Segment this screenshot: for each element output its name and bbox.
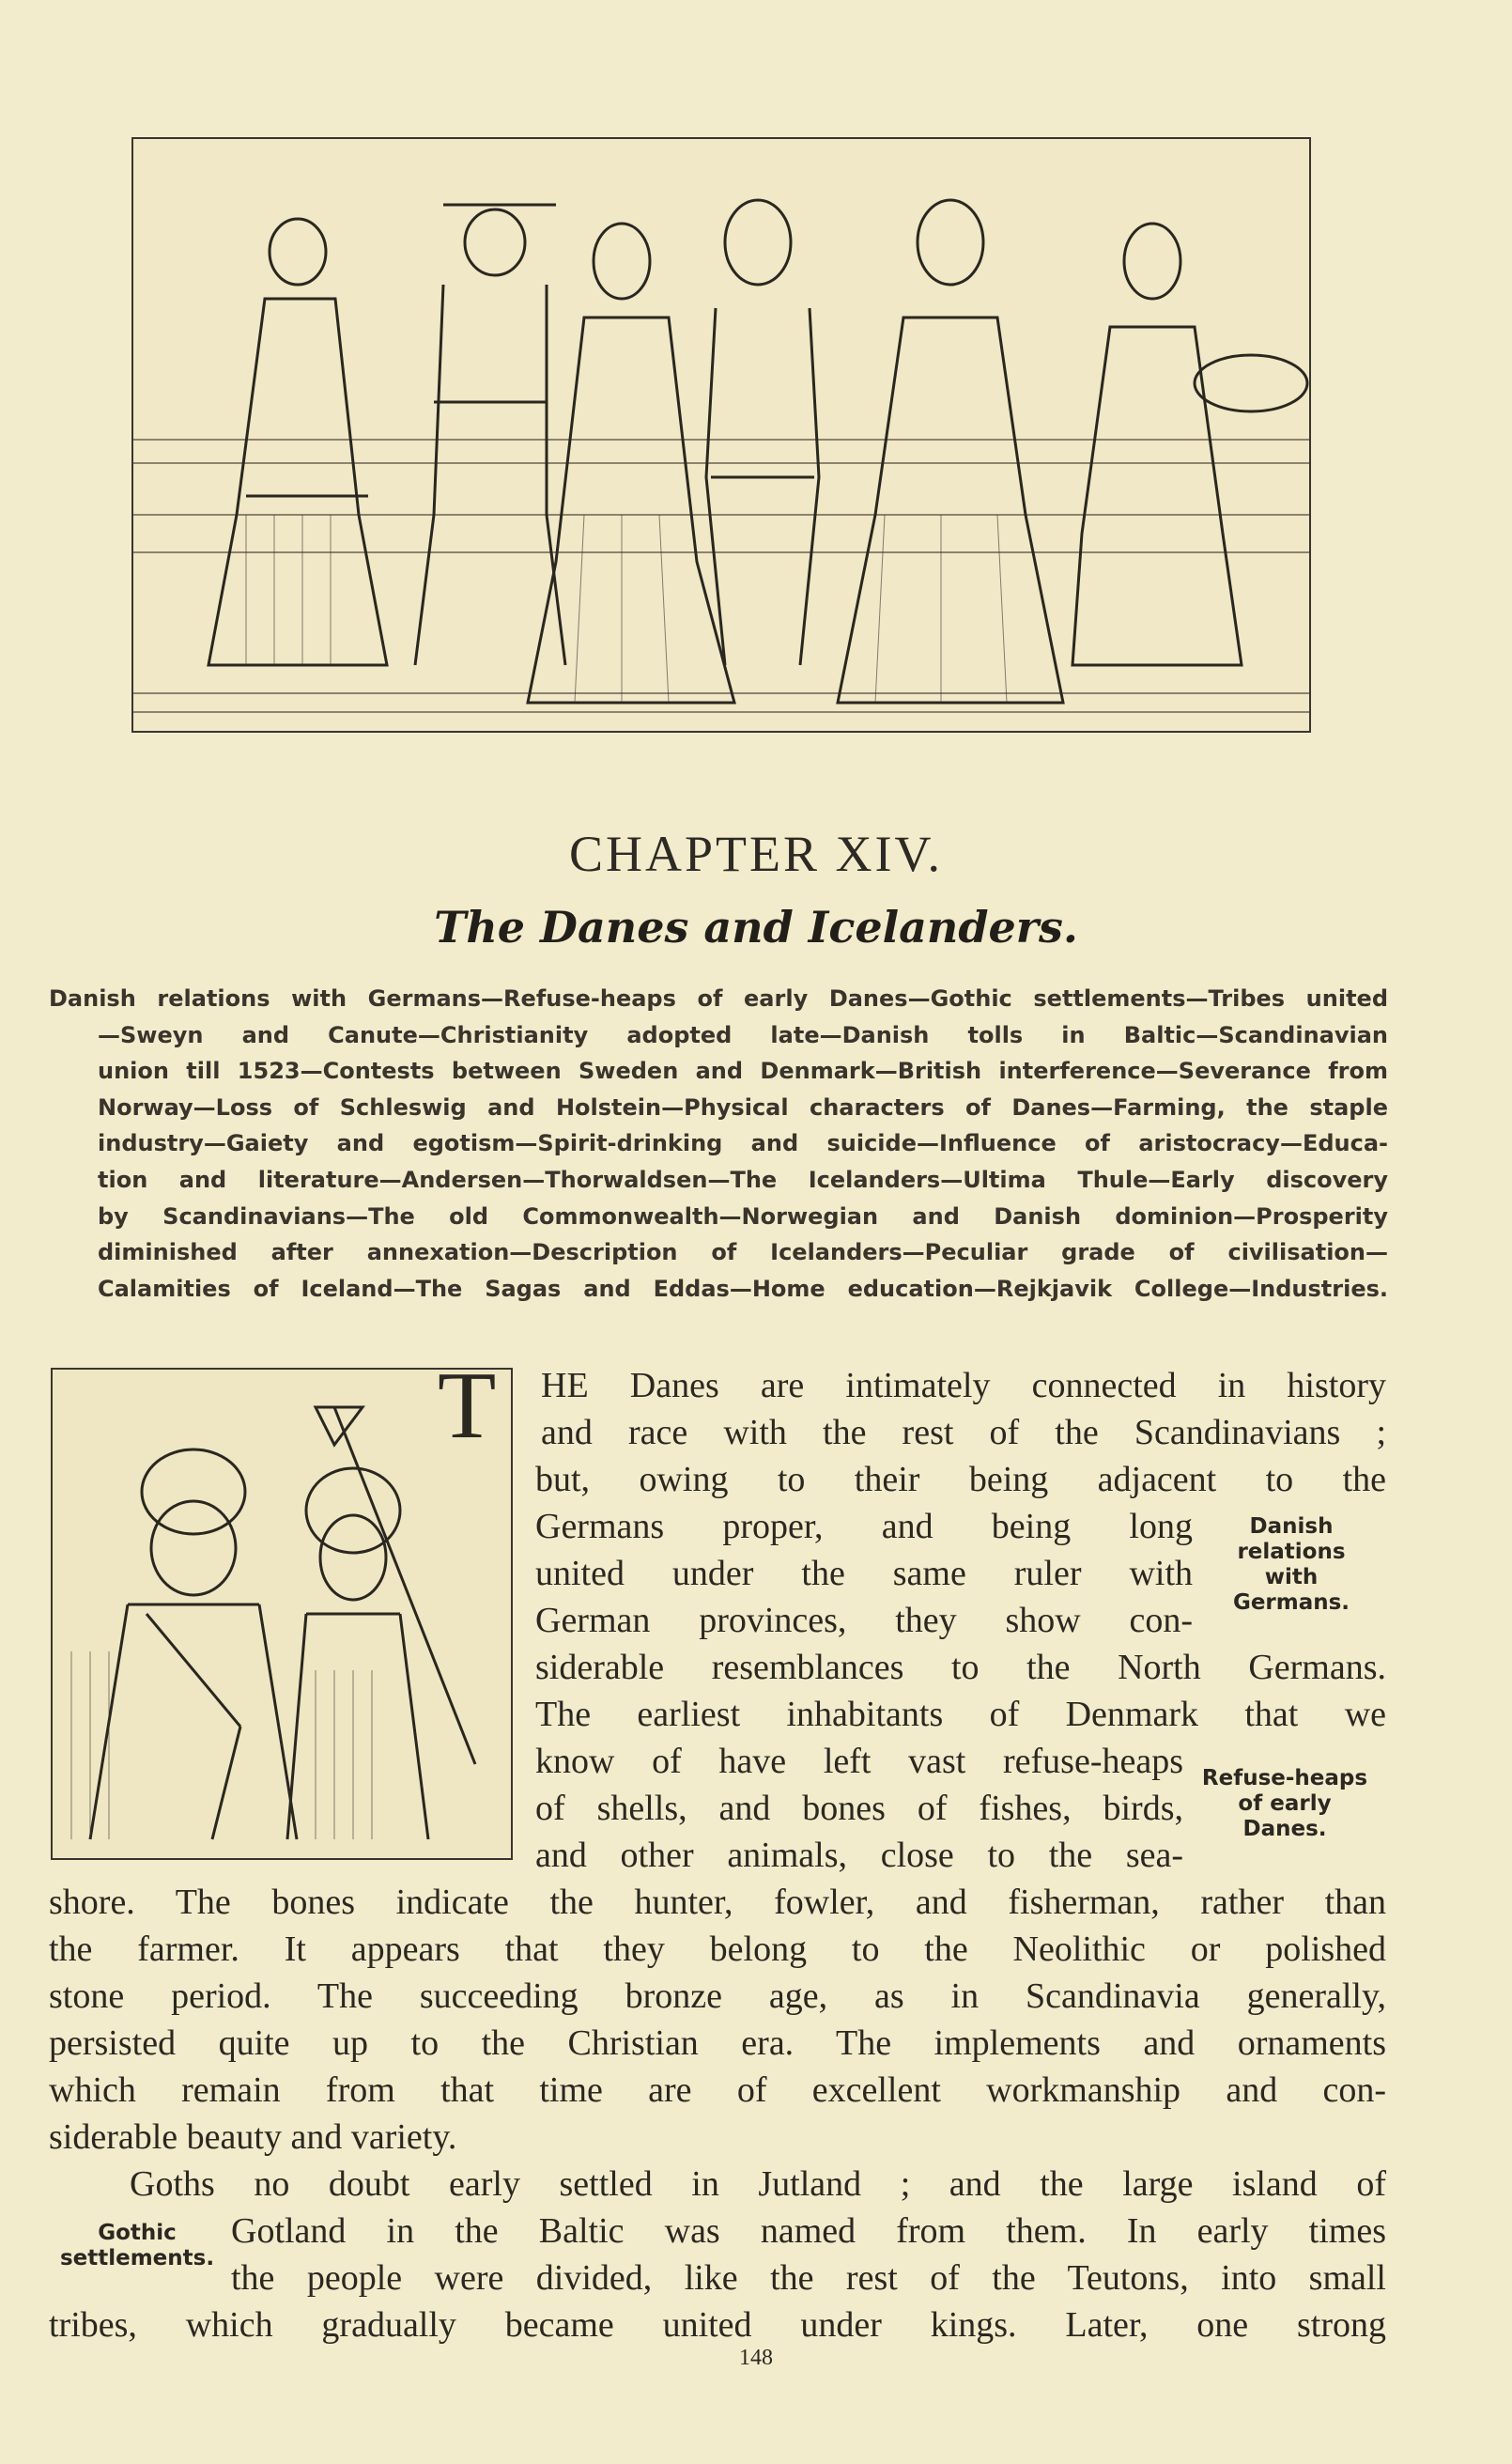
margin-note-danish-relations (1211, 1514, 1371, 1616)
margin-note-line: Germans. (1232, 1590, 1350, 1615)
margin-note-line: with (1264, 1565, 1319, 1589)
text-line: which remain from that time are of excellent workmanship and con- (49, 2070, 1386, 2110)
text-line: Goths no doubt early settled in Jutland ; and the large island of (130, 2164, 1386, 2204)
text-line: but, owing to their being adjacent to the (535, 1460, 1386, 1499)
text-line: siderable beauty and variety. (49, 2117, 457, 2157)
text-line: stone period. The succeeding bronze age, as in Scandinavia generally, (49, 1976, 1386, 2016)
text-line: shore. The bones indicate the hunter, fowler, and fisherman, rather than (49, 1883, 1386, 1922)
margin-note-line: of early (1238, 1791, 1332, 1816)
margin-note-line: relations (1237, 1540, 1346, 1564)
margin-note-line: settlements. (59, 2246, 215, 2270)
synopsis-line: Calamities of Iceland—The Sagas and Eddas—Home education—Rejkjavik College—Industries. (98, 1275, 1388, 1302)
text-line: the farmer. It appears that they belong to the Neolithic or polished (49, 1929, 1386, 1969)
text-line: tribes, which gradually became united under kings. Later, one strong (49, 2305, 1386, 2345)
margin-note-line: Danish (1249, 1514, 1334, 1539)
text-line: know of have left vast refuse-heaps (535, 1742, 1183, 1781)
synopsis-line: industry—Gaiety and egotism—Spirit-drinking and suicide—Influence of aristocracy—Educa- (98, 1130, 1388, 1157)
text-line: the people were divided, like the rest of the Teutons, into small (231, 2258, 1386, 2298)
page-number: 148 (739, 2346, 773, 2370)
synopsis-line: union till 1523—Contests between Sweden and Denmark—British interference—Severance from (98, 1058, 1388, 1085)
synopsis-line: Danish relations with Germans—Refuse-heaps of early Danes—Gothic settlements—Tribes united (49, 985, 1388, 1012)
margin-note-line: Gothic (98, 2221, 177, 2245)
margin-note-gothic (53, 2221, 222, 2271)
chapter-synopsis (49, 981, 1388, 1307)
text-line: and other animals, close to the sea- (535, 1836, 1183, 1875)
drop-cap: T (438, 1353, 497, 1459)
text-line: HE Danes are intimately connected in history (541, 1366, 1386, 1405)
text-line: of shells, and bones of fishes, birds, (535, 1789, 1183, 1828)
synopsis-line: —Sweyn and Canute—Christianity adopted late—Danish tolls in Baltic—Scandinavian (98, 1021, 1388, 1048)
synopsis-line: diminished after annexation—Description of Icelanders—Peculiar grade of civilisation— (98, 1239, 1388, 1266)
synopsis-line: Norway—Loss of Schleswig and Holstein—Physical characters of Danes—Farming, the staple (98, 1093, 1388, 1121)
text-line: siderable resemblances to the North Germans. (535, 1648, 1386, 1687)
text-line: and race with the rest of the Scandinavians ; (541, 1413, 1386, 1452)
text-line: Gotland in the Baltic was named from them. In early times (231, 2211, 1386, 2251)
figures-in-costume-engraving-icon (133, 139, 1309, 731)
synopsis-line: tion and literature—Andersen—Thorwaldsen—The Icelanders—Ultima Thule—Early discovery (98, 1166, 1388, 1193)
text-line: The earliest inhabitants of Denmark that we (535, 1695, 1386, 1734)
synopsis-line: by Scandinavians—The old Commonwealth—Norwegian and Danish dominion—Prosperity (98, 1202, 1388, 1230)
margin-note-refuse-heaps (1191, 1766, 1379, 1842)
margin-note-line: Refuse-heaps (1201, 1766, 1368, 1790)
text-line: united under the same ruler with (535, 1554, 1193, 1593)
chapter-subtitle: The Danes and Icelanders. (434, 902, 1078, 953)
chapter-title: CHAPTER XIV. (568, 826, 944, 882)
top-illustration (131, 137, 1311, 733)
margin-note-line: Danes. (1242, 1817, 1327, 1841)
text-line: German provinces, they show con- (535, 1601, 1193, 1640)
text-line: Germans proper, and being long (535, 1507, 1193, 1546)
text-line: persisted quite up to the Christian era. The implements and ornaments (49, 2023, 1386, 2063)
